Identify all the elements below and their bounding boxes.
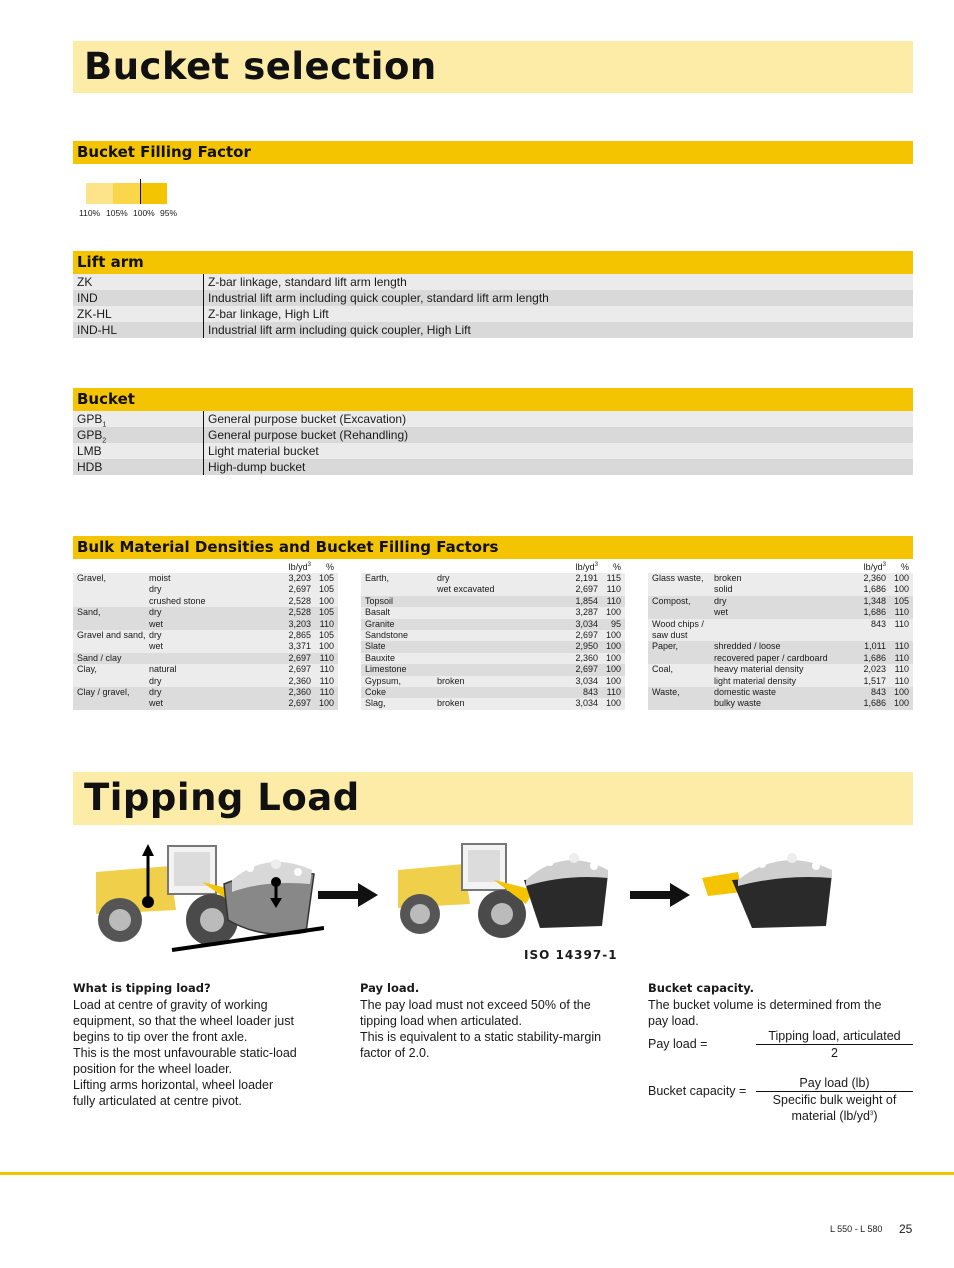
bucket-header bbox=[73, 388, 913, 411]
density-cell: 2,360 bbox=[288, 687, 311, 698]
desc-cell: Industrial lift arm including quick coupler, High Lift bbox=[208, 323, 471, 337]
filling-factor-cell: 105 bbox=[318, 630, 334, 641]
text-line: fully articulated at centre pivot. bbox=[73, 1094, 242, 1108]
filling-factor-cell: 100 bbox=[605, 652, 621, 663]
filling-factor-cell: 110 bbox=[894, 618, 909, 629]
table-row bbox=[73, 443, 913, 459]
filling-factor-cell: 110 bbox=[319, 618, 334, 629]
table-row bbox=[361, 687, 625, 698]
density-cell: 2,950 bbox=[575, 641, 598, 652]
density-cell: 843 bbox=[582, 687, 598, 698]
condition-cell bbox=[714, 619, 852, 642]
code-cell: LMB bbox=[73, 443, 204, 459]
tipping-load-banner bbox=[73, 772, 913, 825]
density-cell: 2,697 bbox=[575, 584, 598, 595]
table-row bbox=[73, 459, 913, 475]
material-cell: Coke bbox=[365, 687, 387, 698]
arrow-right-icon bbox=[630, 883, 690, 907]
unit-header: $lb/yd^3$ bbox=[863, 562, 886, 572]
page-number: 25 bbox=[899, 1222, 913, 1236]
pay-load bbox=[360, 980, 625, 1061]
filling-factor-cell: 100 bbox=[893, 573, 909, 583]
density-cell: 1,686 bbox=[863, 698, 886, 709]
unit-header: $lb/yd^3$ bbox=[288, 562, 311, 572]
desc-cell: Z-bar linkage, High Lift bbox=[208, 307, 329, 321]
density-cell: 2,191 bbox=[575, 573, 598, 583]
material-cell: Clay / gravel, bbox=[77, 687, 130, 698]
density-cell: 2,023 bbox=[863, 664, 886, 675]
density-cell: 3,203 bbox=[288, 618, 311, 629]
material-cell bbox=[73, 584, 149, 595]
capacity-formula-label: Bucket capacity = bbox=[648, 1084, 747, 1098]
material-cell: Granite bbox=[365, 618, 395, 629]
table-row bbox=[73, 573, 338, 584]
table-row bbox=[73, 607, 338, 618]
material-cell bbox=[73, 676, 149, 687]
filling-factor-cell: 100 bbox=[605, 664, 621, 675]
density-cell: 2,697 bbox=[288, 698, 311, 709]
density-cell: 1,011 bbox=[864, 641, 886, 652]
condition-cell: dry bbox=[149, 675, 162, 686]
loader-tipping-illustration bbox=[92, 840, 324, 952]
density-cell: 3,371 bbox=[288, 641, 311, 652]
table-row bbox=[648, 687, 913, 698]
table-row bbox=[73, 653, 338, 664]
table-row bbox=[648, 653, 913, 664]
density-cell: 2,697 bbox=[288, 584, 311, 595]
table-row bbox=[648, 596, 913, 607]
densities-column-header bbox=[648, 562, 913, 573]
filling-factor-labels bbox=[79, 208, 187, 218]
filling-factor-cell: 110 bbox=[606, 687, 621, 698]
material-cell: Gypsum, bbox=[365, 675, 402, 686]
label-95: 95% bbox=[160, 208, 178, 218]
page-title: Bucket selection bbox=[84, 45, 437, 88]
condition-cell: dry bbox=[149, 607, 162, 618]
code-cell: $GPB_2$ bbox=[73, 427, 204, 443]
condition-cell bbox=[437, 596, 557, 607]
table-row bbox=[361, 653, 625, 664]
unit-header: $lb/yd^3$ bbox=[575, 562, 598, 572]
densities-column bbox=[361, 562, 625, 710]
material-cell bbox=[648, 676, 714, 687]
table-row bbox=[361, 584, 625, 595]
table-row bbox=[361, 607, 625, 618]
filling-factor-cell: 110 bbox=[894, 664, 909, 675]
pct-header: % bbox=[325, 562, 334, 572]
fraction-numerator: Tipping load, articulated bbox=[756, 1028, 913, 1045]
payload-formula-label: Pay load = bbox=[648, 1037, 708, 1051]
capacity-heading: Bucket capacity. bbox=[648, 981, 755, 995]
filling-factor-cell: 100 bbox=[893, 584, 909, 595]
density-cell: 1,686 bbox=[863, 584, 886, 595]
material-cell: Wood chips / saw dust bbox=[652, 618, 704, 641]
density-cell: 2,697 bbox=[288, 664, 311, 675]
lift-arm-table bbox=[73, 274, 913, 338]
table-row bbox=[648, 619, 913, 642]
condition-cell: dry bbox=[149, 630, 162, 641]
condition-cell bbox=[437, 653, 557, 664]
table-row bbox=[73, 584, 338, 595]
footer-model: L 550 - L 580 bbox=[830, 1224, 883, 1234]
table-row bbox=[73, 274, 913, 290]
table-row bbox=[73, 290, 913, 306]
text-line: The bucket volume is determined from the bbox=[648, 998, 882, 1012]
text-line: Lifting arms horizontal, wheel loader bbox=[73, 1078, 274, 1092]
condition-cell: dry bbox=[714, 595, 727, 606]
fraction-denominator-line2: material $(lb/yd^3)$ bbox=[791, 1109, 878, 1123]
condition-cell: dry bbox=[437, 573, 450, 583]
fraction-denominator: Specific bulk weight of bbox=[772, 1093, 897, 1107]
filling-factor-cell: 100 bbox=[605, 607, 621, 618]
condition-cell bbox=[149, 653, 271, 664]
filling-factor-cell: 105 bbox=[318, 607, 334, 618]
filling-factor-marker bbox=[140, 179, 141, 204]
payload-fraction bbox=[756, 1028, 913, 1061]
label-100: 100% bbox=[133, 208, 155, 218]
material-cell: Glass waste, bbox=[652, 573, 704, 583]
text-line: begins to tip over the front axle. bbox=[73, 1030, 248, 1044]
condition-cell: broken bbox=[437, 675, 465, 686]
densities-column bbox=[73, 562, 338, 710]
condition-cell: wet excavated bbox=[437, 584, 495, 595]
desc-cell: Light material bucket bbox=[208, 444, 319, 458]
material-cell: Basalt bbox=[365, 607, 391, 618]
material-cell bbox=[648, 698, 714, 709]
arrow-right-icon bbox=[318, 883, 378, 907]
iso-standard: ISO 14397-1 bbox=[524, 948, 618, 962]
text-line: This is equivalent to a static stability-margin bbox=[360, 1030, 602, 1044]
text-line: pay load. bbox=[648, 1014, 699, 1028]
desc-cell: Industrial lift arm including quick coupler, standard lift arm length bbox=[208, 291, 549, 305]
condition-cell: broken bbox=[714, 573, 742, 583]
table-row bbox=[73, 664, 338, 675]
material-cell: Sandstone bbox=[365, 630, 409, 641]
filling-factor-cell: 100 bbox=[605, 630, 621, 641]
density-cell: 2,360 bbox=[575, 652, 598, 663]
desc-cell: General purpose bucket (Excavation) bbox=[208, 412, 407, 426]
condition-cell bbox=[437, 664, 557, 675]
filling-factor-cell: 110 bbox=[319, 675, 334, 686]
text-line: This is the most unfavourable static-load bbox=[73, 1046, 297, 1060]
density-cell: 3,203 bbox=[288, 573, 311, 583]
density-cell: 2,865 bbox=[288, 630, 311, 641]
condition-cell bbox=[437, 607, 557, 618]
density-cell: 2,528 bbox=[288, 595, 311, 606]
material-cell: Sand, bbox=[77, 607, 101, 618]
density-cell: 3,287 bbox=[575, 607, 598, 618]
filling-factor-cell: 95 bbox=[610, 618, 621, 629]
table-row bbox=[361, 698, 625, 709]
bucket-illustration bbox=[702, 848, 838, 932]
condition-cell: dry bbox=[149, 584, 162, 595]
pct-header: % bbox=[612, 562, 621, 572]
filling-factor-cell: 100 bbox=[318, 641, 334, 652]
densities-header bbox=[73, 536, 913, 559]
filling-factor-cell: 110 bbox=[606, 595, 621, 606]
filling-factor-header bbox=[73, 141, 913, 164]
material-cell bbox=[73, 641, 149, 652]
table-row bbox=[73, 306, 913, 322]
lift-arm-header bbox=[73, 251, 913, 274]
table-row bbox=[73, 596, 338, 607]
table-row bbox=[648, 641, 913, 652]
table-row bbox=[361, 676, 625, 687]
density-cell: 2,697 bbox=[288, 652, 311, 663]
density-cell: 1,686 bbox=[863, 607, 886, 618]
code-cell: ZK bbox=[73, 274, 204, 290]
condition-cell: light material density bbox=[714, 675, 797, 686]
material-cell bbox=[73, 698, 149, 709]
filling-factor-cell: 100 bbox=[605, 641, 621, 652]
bucket-selection-banner bbox=[73, 41, 913, 93]
label-105: 105% bbox=[106, 208, 128, 218]
table-row bbox=[73, 687, 338, 698]
material-cell: Coal, bbox=[652, 664, 674, 675]
capacity-fraction bbox=[756, 1075, 913, 1124]
condition-cell: heavy material density bbox=[714, 664, 804, 675]
density-cell: 3,034 bbox=[575, 698, 598, 709]
desc-cell: General purpose bucket (Rehandling) bbox=[208, 428, 409, 442]
material-cell bbox=[73, 596, 149, 607]
loader-loaded-illustration bbox=[394, 840, 614, 940]
condition-cell: shredded / loose bbox=[714, 641, 781, 652]
density-cell: 1,517 bbox=[863, 675, 886, 686]
densities-column bbox=[648, 562, 913, 710]
table-row bbox=[361, 596, 625, 607]
material-cell: Slate bbox=[365, 641, 386, 652]
code-cell: $GPB_1$ bbox=[73, 411, 204, 427]
condition-cell bbox=[437, 619, 557, 630]
lift-arm-title: Lift arm bbox=[77, 253, 144, 271]
code-cell: HDB bbox=[73, 459, 204, 475]
table-row bbox=[648, 698, 913, 709]
filling-factor-cell: 105 bbox=[318, 573, 334, 583]
material-cell: Bauxite bbox=[365, 652, 396, 663]
density-cell: 2,697 bbox=[575, 630, 598, 641]
filling-factor-cell: 115 bbox=[606, 573, 621, 583]
filling-factor-cell: 100 bbox=[318, 595, 334, 606]
bucket-table bbox=[73, 411, 913, 475]
filling-factor-cell: 100 bbox=[318, 698, 334, 709]
material-cell: Earth, bbox=[365, 573, 390, 583]
table-row bbox=[73, 641, 338, 652]
density-cell: 843 bbox=[870, 687, 886, 698]
fraction-denominator: 2 bbox=[831, 1046, 838, 1060]
what-heading: What is tipping load? bbox=[73, 981, 211, 995]
filling-factor-cell: 110 bbox=[894, 607, 909, 618]
density-cell: 3,034 bbox=[575, 618, 598, 629]
table-row bbox=[361, 573, 625, 584]
table-row bbox=[648, 584, 913, 595]
bar-105 bbox=[113, 183, 140, 204]
table-row bbox=[73, 619, 338, 630]
condition-cell: natural bbox=[149, 664, 177, 675]
bar-110 bbox=[86, 183, 113, 204]
density-cell: 3,034 bbox=[575, 675, 598, 686]
condition-cell bbox=[437, 630, 557, 641]
density-cell: 1,686 bbox=[863, 652, 886, 663]
condition-cell: moist bbox=[149, 573, 171, 583]
bucket-capacity bbox=[648, 980, 913, 1029]
filling-factor-cell: 110 bbox=[894, 641, 909, 652]
condition-cell bbox=[437, 641, 557, 652]
material-cell: Gravel, bbox=[77, 573, 107, 583]
table-row bbox=[73, 427, 913, 443]
material-cell bbox=[361, 584, 437, 595]
filling-factor-cell: 110 bbox=[319, 687, 334, 698]
text-line: Load at centre of gravity of working bbox=[73, 998, 268, 1012]
condition-cell: domestic waste bbox=[714, 687, 777, 698]
condition-cell: broken bbox=[437, 698, 465, 709]
filling-factor-cell: 100 bbox=[893, 687, 909, 698]
table-row bbox=[648, 676, 913, 687]
condition-cell: wet bbox=[149, 618, 164, 629]
text-line: tipping load when articulated. bbox=[360, 1014, 522, 1028]
filling-factor-cell: 100 bbox=[605, 698, 621, 709]
filling-factor-bars bbox=[86, 183, 167, 204]
density-cell: 843 bbox=[870, 618, 886, 629]
filling-factor-cell: 100 bbox=[893, 698, 909, 709]
condition-cell: crushed stone bbox=[149, 595, 206, 606]
text-line: equipment, so that the wheel loader just bbox=[73, 1014, 294, 1028]
fraction-numerator: Pay load (lb) bbox=[756, 1075, 913, 1092]
code-cell: ZK-HL bbox=[73, 306, 204, 322]
filling-factor-cell: 110 bbox=[894, 675, 909, 686]
density-cell: 2,528 bbox=[288, 607, 311, 618]
table-row bbox=[648, 664, 913, 675]
table-row bbox=[361, 630, 625, 641]
table-row bbox=[73, 322, 913, 338]
condition-cell: recovered paper / cardboard bbox=[714, 652, 828, 663]
code-cell: IND-HL bbox=[73, 322, 204, 338]
densities-title: Bulk Material Densities and Bucket Filling Factors bbox=[77, 538, 499, 556]
table-row bbox=[361, 619, 625, 630]
material-cell bbox=[648, 584, 714, 595]
filling-factor-cell: 105 bbox=[893, 595, 909, 606]
pct-header: % bbox=[900, 562, 909, 572]
filling-factor-cell: 110 bbox=[319, 664, 334, 675]
material-cell: Slag, bbox=[365, 698, 386, 709]
condition-cell bbox=[437, 687, 557, 698]
material-cell bbox=[648, 607, 714, 618]
filling-factor-cell: 110 bbox=[894, 652, 909, 663]
density-cell: 2,360 bbox=[288, 675, 311, 686]
payload-heading: Pay load. bbox=[360, 981, 420, 995]
text-line: The pay load must not exceed 50% of the bbox=[360, 998, 591, 1012]
condition-cell: wet bbox=[714, 607, 729, 618]
table-row bbox=[73, 630, 338, 641]
densities-column-header bbox=[73, 562, 338, 573]
material-cell: Limestone bbox=[365, 664, 407, 675]
filling-factor-cell: 105 bbox=[318, 584, 334, 595]
condition-cell: wet bbox=[149, 698, 164, 709]
material-cell: Gravel and sand, bbox=[77, 630, 146, 641]
table-row bbox=[73, 698, 338, 709]
desc-cell: Z-bar linkage, standard lift arm length bbox=[208, 275, 407, 289]
label-110: 110% bbox=[79, 208, 101, 218]
table-row bbox=[648, 607, 913, 618]
table-row bbox=[73, 676, 338, 687]
footer-rule bbox=[0, 1172, 954, 1175]
material-cell: Clay, bbox=[77, 664, 97, 675]
density-cell: 1,348 bbox=[863, 595, 886, 606]
desc-cell: High-dump bucket bbox=[208, 460, 306, 474]
text-line: position for the wheel loader. bbox=[73, 1062, 233, 1076]
table-row bbox=[361, 641, 625, 652]
condition-cell: solid bbox=[714, 584, 733, 595]
material-cell: Sand / clay bbox=[77, 652, 122, 663]
filling-factor-cell: 100 bbox=[605, 675, 621, 686]
tipping-load-title: Tipping Load bbox=[84, 776, 360, 819]
filling-factor-cell: 110 bbox=[606, 584, 621, 595]
filling-factor-cell: 110 bbox=[319, 652, 334, 663]
code-cell: IND bbox=[73, 290, 204, 306]
material-cell: Compost, bbox=[652, 595, 691, 606]
material-cell bbox=[73, 619, 149, 630]
material-cell: Topsoil bbox=[365, 595, 394, 606]
density-cell: 1,854 bbox=[575, 595, 598, 606]
condition-cell: dry bbox=[149, 687, 162, 698]
condition-cell: bulky waste bbox=[714, 698, 762, 709]
table-row bbox=[73, 411, 913, 427]
text-line: factor of 2.0. bbox=[360, 1046, 430, 1060]
bar-100 bbox=[140, 183, 167, 204]
filling-factor-title: Bucket Filling Factor bbox=[77, 143, 251, 161]
table-row bbox=[361, 664, 625, 675]
material-cell: Paper, bbox=[652, 641, 679, 652]
material-cell bbox=[648, 653, 714, 664]
densities-column-header bbox=[361, 562, 625, 573]
what-is-tipping-load bbox=[73, 980, 338, 1109]
table-row bbox=[648, 573, 913, 584]
density-cell: 2,360 bbox=[863, 573, 886, 583]
material-cell: Waste, bbox=[652, 687, 680, 698]
condition-cell: wet bbox=[149, 641, 164, 652]
density-cell: 2,697 bbox=[575, 664, 598, 675]
bucket-title: Bucket bbox=[77, 390, 135, 408]
